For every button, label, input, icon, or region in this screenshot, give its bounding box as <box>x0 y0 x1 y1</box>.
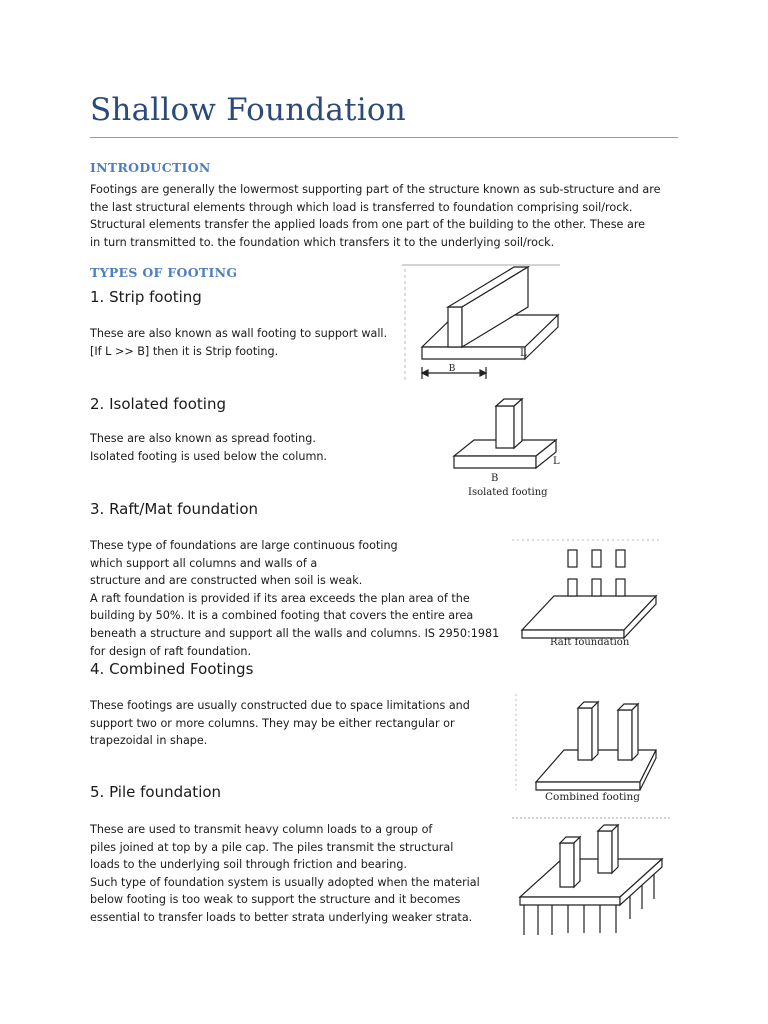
section-title-raft: 3. Raft/Mat foundation <box>90 500 259 518</box>
raft-foundation-figure <box>512 538 662 656</box>
title-divider <box>90 137 678 138</box>
section-line: piles joined at top by a pile cap. The piles transmit the structural <box>90 840 454 854</box>
introduction-line: Footings are generally the lowermost supporting part of the structure known as sub-structure and are <box>90 183 661 196</box>
section-text-isolated <box>90 430 327 465</box>
introduction-line: Structural elements transfer the applied loads from one part of the building to the other. These are <box>90 218 646 232</box>
section-line: A raft foundation is provided if its area exceeds the plan area of the <box>90 591 470 605</box>
section-line: These are also known as spread footing. <box>90 432 316 445</box>
strip-footing-figure <box>402 263 562 385</box>
combined-footing-figure <box>512 690 662 808</box>
section-line: for design of raft foundation. <box>90 644 251 658</box>
section-line: beneath a structure and support all the walls and columns. IS 2950:1981 <box>90 626 500 640</box>
section-text-raft <box>90 537 499 660</box>
section-line: support two or more columns. They may be either rectangular or <box>90 716 455 730</box>
section-title-strip: 1. Strip footing <box>90 288 202 306</box>
isolated-label-b: B <box>491 473 499 484</box>
section-line: building by 50%. It is a combined footing that covers the entire area <box>90 609 474 623</box>
section-text-combined <box>90 697 470 750</box>
isolated-label-l: L <box>553 456 560 467</box>
section-line: Such type of foundation system is usually adopted when the material <box>90 875 480 889</box>
pile-foundation-figure <box>512 815 672 937</box>
section-line: These are used to transmit heavy column loads to a group of <box>90 823 433 836</box>
section-line: These type of foundations are large continuous footing <box>90 539 398 552</box>
types-heading: TYPES OF FOOTING <box>90 265 238 280</box>
raft-caption: Raft foundation <box>550 637 630 648</box>
introduction-paragraph <box>90 181 661 251</box>
section-title-combined: 4. Combined Footings <box>90 660 254 678</box>
section-line: structure and are constructed when soil is weak. <box>90 574 363 588</box>
section-line: loads to the underlying soil through friction and bearing. <box>90 858 407 872</box>
section-title-pile: 5. Pile foundation <box>90 783 222 801</box>
page-title: Shallow Foundation <box>90 92 406 128</box>
section-line: below footing is too weak to support the structure and it becomes <box>90 893 461 907</box>
section-text-strip <box>90 325 387 360</box>
section-title-isolated: 2. Isolated footing <box>90 395 226 413</box>
section-text-pile <box>90 821 480 927</box>
section-line: These are also known as wall footing to support wall. <box>90 327 388 340</box>
introduction-heading: INTRODUCTION <box>90 160 211 175</box>
strip-label-l: L <box>520 348 527 359</box>
section-line: [If L >> B] then it is Strip footing. <box>90 344 279 358</box>
combined-caption: Combined footing <box>545 791 641 803</box>
section-line: which support all columns and walls of a <box>90 556 318 570</box>
section-line: Isolated footing is used below the column. <box>90 449 327 463</box>
isolated-caption: Isolated footing <box>468 487 548 498</box>
strip-label-b: B <box>448 364 456 374</box>
introduction-line: the last structural elements through which load is transferred to foundation comprising soil/rock. <box>90 200 633 214</box>
section-line: essential to transfer loads to better strata underlying weaker strata. <box>90 910 473 924</box>
section-line: These footings are usually constructed due to space limitations and <box>90 699 470 712</box>
section-line: trapezoidal in shape. <box>90 734 208 748</box>
introduction-line: in turn transmitted to. the foundation which transfers it to the underlying soil/rock. <box>90 235 555 249</box>
isolated-footing-figure <box>444 388 568 500</box>
